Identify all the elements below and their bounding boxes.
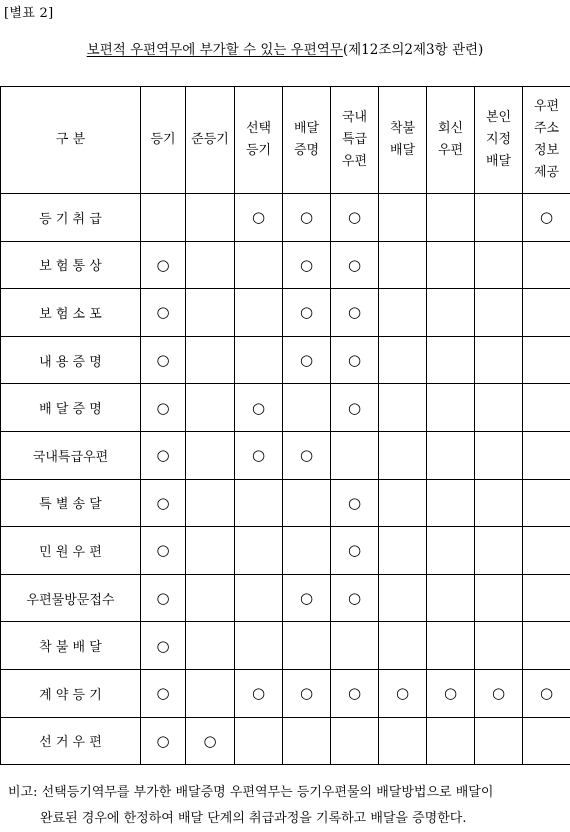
row-label: 배 달 증 명 xyxy=(1,384,141,432)
table-cell xyxy=(523,194,570,242)
table-cell xyxy=(427,669,475,717)
table-cell xyxy=(141,336,186,384)
table-cell xyxy=(331,479,379,527)
circle-mark: ○ xyxy=(252,399,265,417)
table-cell xyxy=(235,717,283,765)
table-cell xyxy=(523,527,570,575)
table-cell xyxy=(331,241,379,289)
table-cell xyxy=(331,717,379,765)
table-cell xyxy=(379,717,427,765)
header-text: 배달 xyxy=(379,140,426,162)
header-category: 구 분 xyxy=(1,87,141,194)
table-cell xyxy=(141,479,186,527)
row-label: 특 별 송 달 xyxy=(1,479,141,527)
circle-mark: ○ xyxy=(348,256,361,274)
circle-mark: ○ xyxy=(156,541,169,559)
table-row xyxy=(1,717,570,765)
table-cell xyxy=(186,669,235,717)
table-cell xyxy=(283,479,331,527)
circle-mark: ○ xyxy=(396,684,409,702)
table-cell xyxy=(523,622,570,670)
table-cell xyxy=(186,384,235,432)
table-cell xyxy=(427,717,475,765)
table-cell xyxy=(141,194,186,242)
header-column-3 xyxy=(283,87,331,194)
table-body xyxy=(1,194,570,765)
circle-mark: ○ xyxy=(203,732,216,750)
table-row xyxy=(1,336,570,384)
circle-mark: ○ xyxy=(156,446,169,464)
header-column-6 xyxy=(427,87,475,194)
table-cell xyxy=(427,574,475,622)
table-cell xyxy=(475,527,523,575)
header-text: 국내 xyxy=(331,107,378,129)
table-cell xyxy=(235,527,283,575)
table-cell xyxy=(379,289,427,337)
header-column-1 xyxy=(186,87,235,194)
header-text: 선택 xyxy=(235,118,282,140)
table-cell xyxy=(475,241,523,289)
header-text: 배달 xyxy=(283,118,330,140)
table-cell xyxy=(283,431,331,479)
header-text: 등기 xyxy=(141,129,185,151)
header-text: 지정 xyxy=(475,129,522,151)
row-label: 등 기 취 급 xyxy=(1,194,141,242)
circle-mark: ○ xyxy=(156,684,169,702)
table-cell xyxy=(331,384,379,432)
table-cell xyxy=(379,574,427,622)
circle-mark: ○ xyxy=(348,684,361,702)
table-cell xyxy=(331,574,379,622)
table-row xyxy=(1,289,570,337)
table-cell xyxy=(379,622,427,670)
table-cell xyxy=(141,241,186,289)
table-cell xyxy=(475,669,523,717)
service-table xyxy=(0,86,570,765)
header-text: 우편 xyxy=(331,151,378,173)
circle-mark: ○ xyxy=(300,589,313,607)
table-cell xyxy=(186,431,235,479)
table-row xyxy=(1,241,570,289)
circle-mark: ○ xyxy=(540,684,553,702)
header-column-0 xyxy=(141,87,186,194)
circle-mark: ○ xyxy=(300,208,313,226)
table-cell xyxy=(475,431,523,479)
circle-mark: ○ xyxy=(156,351,169,369)
row-label: 내 용 증 명 xyxy=(1,336,141,384)
table-cell xyxy=(235,194,283,242)
circle-mark: ○ xyxy=(540,208,553,226)
table-cell xyxy=(475,479,523,527)
header-text: 우편 xyxy=(523,96,570,118)
table-cell xyxy=(235,241,283,289)
table-cell xyxy=(427,479,475,527)
table-cell xyxy=(475,717,523,765)
table-cell xyxy=(523,289,570,337)
circle-mark: ○ xyxy=(252,446,265,464)
table-cell xyxy=(331,336,379,384)
table-cell xyxy=(186,574,235,622)
circle-mark: ○ xyxy=(300,256,313,274)
table-row xyxy=(1,622,570,670)
table-cell xyxy=(427,431,475,479)
circle-mark: ○ xyxy=(156,637,169,655)
circle-mark: ○ xyxy=(492,684,505,702)
table-cell xyxy=(235,384,283,432)
table-cell xyxy=(283,574,331,622)
annex-label: [별표 2] xyxy=(4,2,53,21)
table-cell xyxy=(141,622,186,670)
circle-mark: ○ xyxy=(348,541,361,559)
table-row xyxy=(1,574,570,622)
table-row xyxy=(1,431,570,479)
header-column-2 xyxy=(235,87,283,194)
circle-mark: ○ xyxy=(156,494,169,512)
table-cell xyxy=(283,669,331,717)
circle-mark: ○ xyxy=(348,399,361,417)
table-cell xyxy=(475,622,523,670)
row-label: 선 거 우 편 xyxy=(1,717,141,765)
table-cell xyxy=(331,194,379,242)
table-cell xyxy=(427,622,475,670)
table-cell xyxy=(141,384,186,432)
row-label: 우편물방문접수 xyxy=(1,574,141,622)
header-text: 등기 xyxy=(235,140,282,162)
header-text: 회신 xyxy=(427,118,474,140)
table-cell xyxy=(235,574,283,622)
row-label: 착 불 배 달 xyxy=(1,622,141,670)
circle-mark: ○ xyxy=(348,589,361,607)
table-cell xyxy=(235,289,283,337)
table-cell xyxy=(186,527,235,575)
table-cell xyxy=(283,622,331,670)
circle-mark: ○ xyxy=(300,351,313,369)
header-text: 착불 xyxy=(379,118,426,140)
table-cell xyxy=(523,669,570,717)
title-main: 보편적 우편역무에 부가할 수 있는 우편역무 xyxy=(87,42,343,58)
table-cell xyxy=(283,241,331,289)
table-cell xyxy=(379,241,427,289)
table-cell xyxy=(186,479,235,527)
circle-mark: ○ xyxy=(252,208,265,226)
table-cell xyxy=(283,527,331,575)
row-label: 계 약 등 기 xyxy=(1,669,141,717)
circle-mark: ○ xyxy=(348,351,361,369)
table-cell xyxy=(523,384,570,432)
document-title xyxy=(0,38,570,58)
table-cell xyxy=(523,336,570,384)
table-cell xyxy=(475,289,523,337)
table-cell xyxy=(141,574,186,622)
remarks-line-2: 완료된 경우에 한정하여 배달 단계의 취급과정을 기록하고 배달을 증명한다. xyxy=(8,806,568,832)
circle-mark: ○ xyxy=(156,256,169,274)
circle-mark: ○ xyxy=(156,589,169,607)
table-cell xyxy=(379,527,427,575)
remarks xyxy=(8,780,568,832)
header-text: 주소 xyxy=(523,118,570,140)
header-text: 준등기 xyxy=(186,129,234,151)
table-cell xyxy=(523,431,570,479)
table-cell xyxy=(427,527,475,575)
circle-mark: ○ xyxy=(444,684,457,702)
table-cell xyxy=(331,289,379,337)
table-cell xyxy=(235,479,283,527)
table-cell xyxy=(141,669,186,717)
header-text: 제공 xyxy=(523,162,570,184)
table-cell xyxy=(379,336,427,384)
table-cell xyxy=(283,194,331,242)
table-cell xyxy=(523,479,570,527)
table-cell xyxy=(379,194,427,242)
table-cell xyxy=(283,717,331,765)
table-cell xyxy=(523,717,570,765)
table-cell xyxy=(427,241,475,289)
header-text: 증명 xyxy=(283,140,330,162)
table-cell xyxy=(427,194,475,242)
table-cell xyxy=(186,336,235,384)
table-row xyxy=(1,194,570,242)
table-cell xyxy=(186,289,235,337)
table-row xyxy=(1,384,570,432)
circle-mark: ○ xyxy=(156,303,169,321)
table-cell xyxy=(141,527,186,575)
table-cell xyxy=(523,241,570,289)
header-column-5 xyxy=(379,87,427,194)
table-cell xyxy=(141,431,186,479)
table-cell xyxy=(379,431,427,479)
header-text: 배달 xyxy=(475,151,522,173)
table-row xyxy=(1,669,570,717)
header-text: 특급 xyxy=(331,129,378,151)
table-cell xyxy=(283,289,331,337)
row-label: 보 험 통 상 xyxy=(1,241,141,289)
circle-mark: ○ xyxy=(300,303,313,321)
circle-mark: ○ xyxy=(348,303,361,321)
header-column-7 xyxy=(475,87,523,194)
header-text: 정보 xyxy=(523,140,570,162)
circle-mark: ○ xyxy=(348,494,361,512)
table-cell xyxy=(141,717,186,765)
header-column-8 xyxy=(523,87,570,194)
table-cell xyxy=(331,431,379,479)
table-cell xyxy=(475,384,523,432)
table-cell xyxy=(235,431,283,479)
table-cell xyxy=(379,479,427,527)
table-cell xyxy=(186,622,235,670)
table-cell xyxy=(523,574,570,622)
table-cell xyxy=(427,289,475,337)
circle-mark: ○ xyxy=(300,684,313,702)
table-header-row xyxy=(1,87,570,194)
circle-mark: ○ xyxy=(156,732,169,750)
table-cell xyxy=(427,384,475,432)
table-row xyxy=(1,527,570,575)
title-reference: (제12조의2제3항 관련) xyxy=(343,42,483,58)
table-cell xyxy=(283,384,331,432)
table-cell xyxy=(379,384,427,432)
table-cell xyxy=(475,336,523,384)
table-cell xyxy=(475,194,523,242)
header-text: 본인 xyxy=(475,107,522,129)
header-column-4 xyxy=(331,87,379,194)
row-label: 보 험 소 포 xyxy=(1,289,141,337)
table-cell xyxy=(186,717,235,765)
table-cell xyxy=(186,194,235,242)
circle-mark: ○ xyxy=(300,446,313,464)
table-row xyxy=(1,479,570,527)
remarks-line-1: 비고: 선택등기역무를 부가한 배달증명 우편역무는 등기우편물의 배달방법으로 배달이 xyxy=(8,785,493,800)
table-cell xyxy=(186,241,235,289)
circle-mark: ○ xyxy=(156,399,169,417)
table-cell xyxy=(235,336,283,384)
table-cell xyxy=(235,669,283,717)
table-cell xyxy=(475,574,523,622)
header-text: 우편 xyxy=(427,140,474,162)
table-cell xyxy=(283,336,331,384)
table-cell xyxy=(331,669,379,717)
table-cell xyxy=(141,289,186,337)
table-cell xyxy=(379,669,427,717)
circle-mark: ○ xyxy=(348,208,361,226)
table-cell xyxy=(331,622,379,670)
table-cell xyxy=(331,527,379,575)
row-label: 민 원 우 편 xyxy=(1,527,141,575)
circle-mark: ○ xyxy=(252,684,265,702)
table-cell xyxy=(235,622,283,670)
table-cell xyxy=(427,336,475,384)
row-label: 국내특급우편 xyxy=(1,431,141,479)
